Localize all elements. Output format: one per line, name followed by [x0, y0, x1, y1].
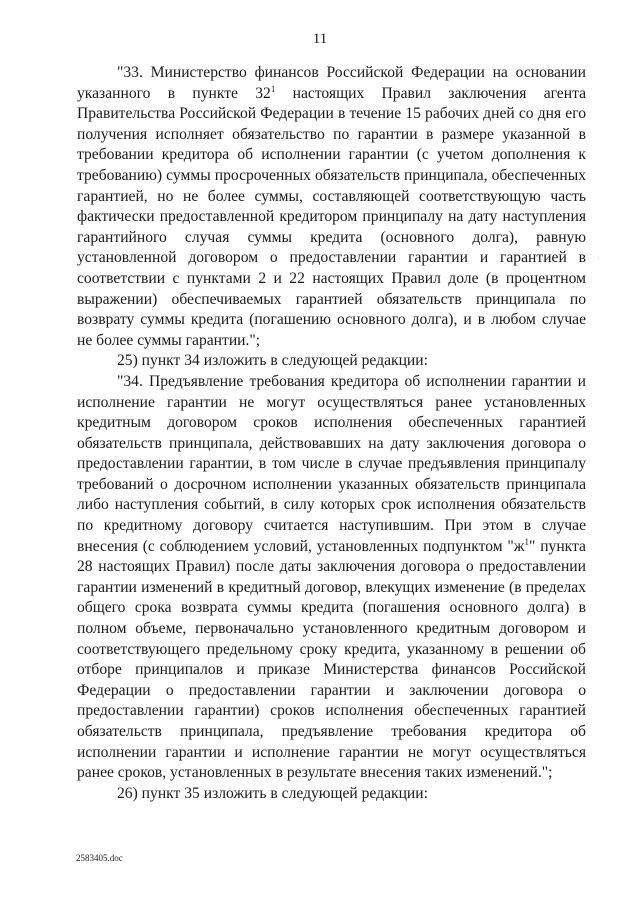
paragraph-text: "34. Предъявление требования кредитора об исполнении гарантии и исполнение гарантии не могут осуществляться ранее установленных кредитным договором сроков исполнения обеспеченных гарантией обязательств принципала, действовавших на дату заключения договора о предоставлении гарантии, в том числе в случае предъявления принципалу требований о досрочном исполнении указанных обязательств принципала либо наступления событий, в силу которых срок исполнения обязательств по кредитному договору считается наступившим. При этом в случае внесения (с соблюдением условий, установленных подпунктом "ж: [77, 372, 586, 555]
page-number: 11: [312, 31, 328, 47]
document-body: [77, 63, 586, 804]
paragraph: [77, 784, 586, 805]
footnote-superscript: 1: [524, 536, 530, 547]
footnote-superscript: 1: [270, 83, 276, 94]
paragraph-text: настоящих Правил заключения агента Правительства Российской Федерации в течение 15 рабочих дней со дня его получения исполняет обязательство по гарантии в размере указанной в требовании кредитора об исполнении гарантии (с учетом дополнения к требованию) суммы просроченных обязательств принципала, обеспеченных гарантией, но не более суммы, составляющей соответствующую часть фактически предоставленной кредитором принципалу на дату наступления гарантийного случая суммы кредита (основного долга), равную установленной договором о предоставлении гарантии и гарантией в соответствии с пунктами 2 и 22 настоящих Правил доле (в процентном выражении) обеспечиваемых гарантией обязательств принципала по возврату суммы кредита (погашению основного долга), и в любом случае не более суммы гарантии.";: [77, 84, 586, 349]
paragraph-text: " пункта 28 настоящих Правил) после даты заключения договора о предоставлении гарантии изменений в кредитный договор, влекущих изменение (в пределах общего срока возврата суммы кредита (погашения основного долга) в полном объеме, первоначально установленного кредитным договором и соответствующего предельному сроку кредита, указанному в решении об отборе принципалов и приказе Министерства финансов Российской Федерации о предоставлении гарантии и заключении договора о предоставлении гарантии) сроков исполнения обеспеченных гарантией обязательств принципала, предъявление требования кредитора об исполнении гарантии и исполнение гарантии не могут осуществляться ранее сроков, установленных в результате внесения таких изменений.";: [77, 537, 586, 782]
paragraph-text: 25) пункт 34 изложить в следующей редакции:: [117, 352, 428, 370]
footer-file-code: 2583405.doc: [76, 853, 123, 863]
paragraph: [77, 351, 586, 372]
paragraph: [77, 372, 586, 784]
paragraph-text: 26) пункт 35 изложить в следующей редакции:: [117, 784, 428, 802]
margin-mark: ·: [597, 254, 600, 263]
paragraph: [77, 63, 586, 351]
paragraph-text: "33. Министерство финансов Российской Федерации на основании указанного в пункте 32: [77, 64, 586, 102]
